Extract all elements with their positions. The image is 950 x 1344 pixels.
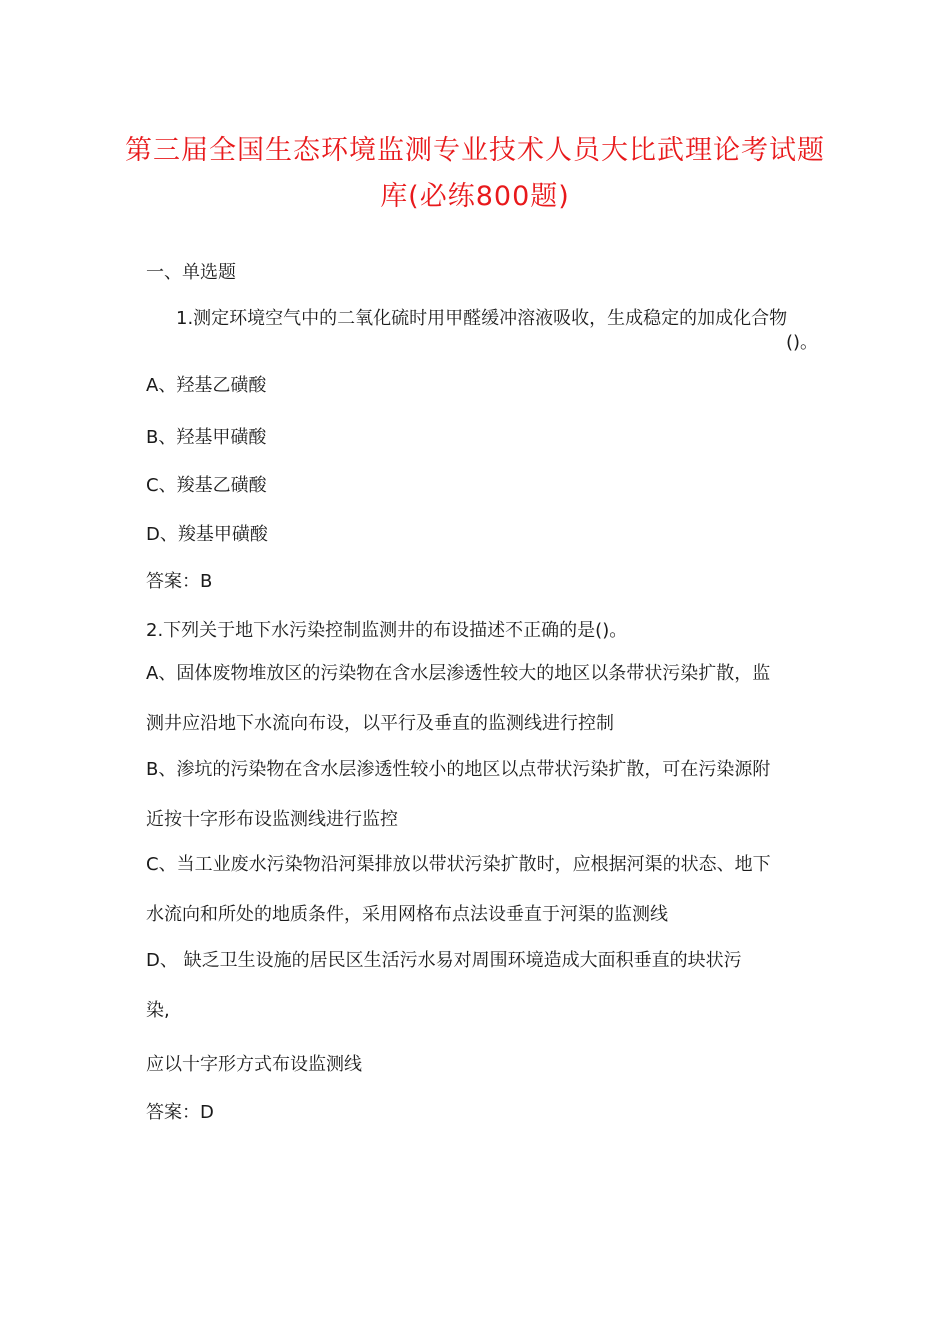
question-2-option-c-line-1: C、当工业废水污染物沿河渠排放以带状污染扩散时，应根据河渠的状态、地下	[146, 854, 771, 875]
question-2-option-d-line-3: 应以十字形方式布设监测线	[146, 1054, 362, 1075]
section-heading: 一、单选题	[146, 262, 236, 283]
question-1-stem-continuation: ()。	[786, 332, 819, 353]
question-2-stem: 2.下列关于地下水污染控制监测井的布设描述不正确的是()。	[146, 620, 628, 641]
question-2-option-d-line-1: D、 缺乏卫生设施的居民区生活污水易对周围环境造成大面积垂直的块状污	[146, 950, 742, 971]
question-1-option-b: B、羟基甲磺酸	[146, 427, 267, 448]
question-2-option-a-line-2: 测井应沿地下水流向布设，以平行及垂直的监测线进行控制	[146, 713, 614, 734]
question-2-answer: 答案：D	[146, 1102, 214, 1123]
document-title-line-1: 第三届全国生态环境监测专业技术人员大比武理论考试题	[125, 135, 825, 166]
question-1-stem: 1.测定环境空气中的二氧化硫时用甲醛缓冲溶液吸收，生成稳定的加成化合物	[176, 308, 788, 329]
question-2-option-b-line-2: 近按十字形布设监测线进行监控	[146, 809, 398, 830]
question-1-answer: 答案：B	[146, 571, 213, 592]
question-2-option-d-line-2: 染,	[146, 1000, 170, 1021]
document-title-line-2: 库(必练800题)	[380, 181, 570, 212]
question-1-option-a: A、羟基乙磺酸	[146, 375, 267, 396]
question-2-option-b-line-1: B、渗坑的污染物在含水层渗透性较小的地区以点带状污染扩散，可在污染源附	[146, 759, 771, 780]
question-1-option-c: C、羧基乙磺酸	[146, 475, 267, 496]
question-1-option-d: D、羧基甲磺酸	[146, 524, 268, 545]
question-2-option-c-line-2: 水流向和所处的地质条件，采用网格布点法设垂直于河渠的监测线	[146, 904, 668, 925]
question-2-option-a-line-1: A、固体废物堆放区的污染物在含水层渗透性较大的地区以条带状污染扩散，监	[146, 663, 771, 684]
